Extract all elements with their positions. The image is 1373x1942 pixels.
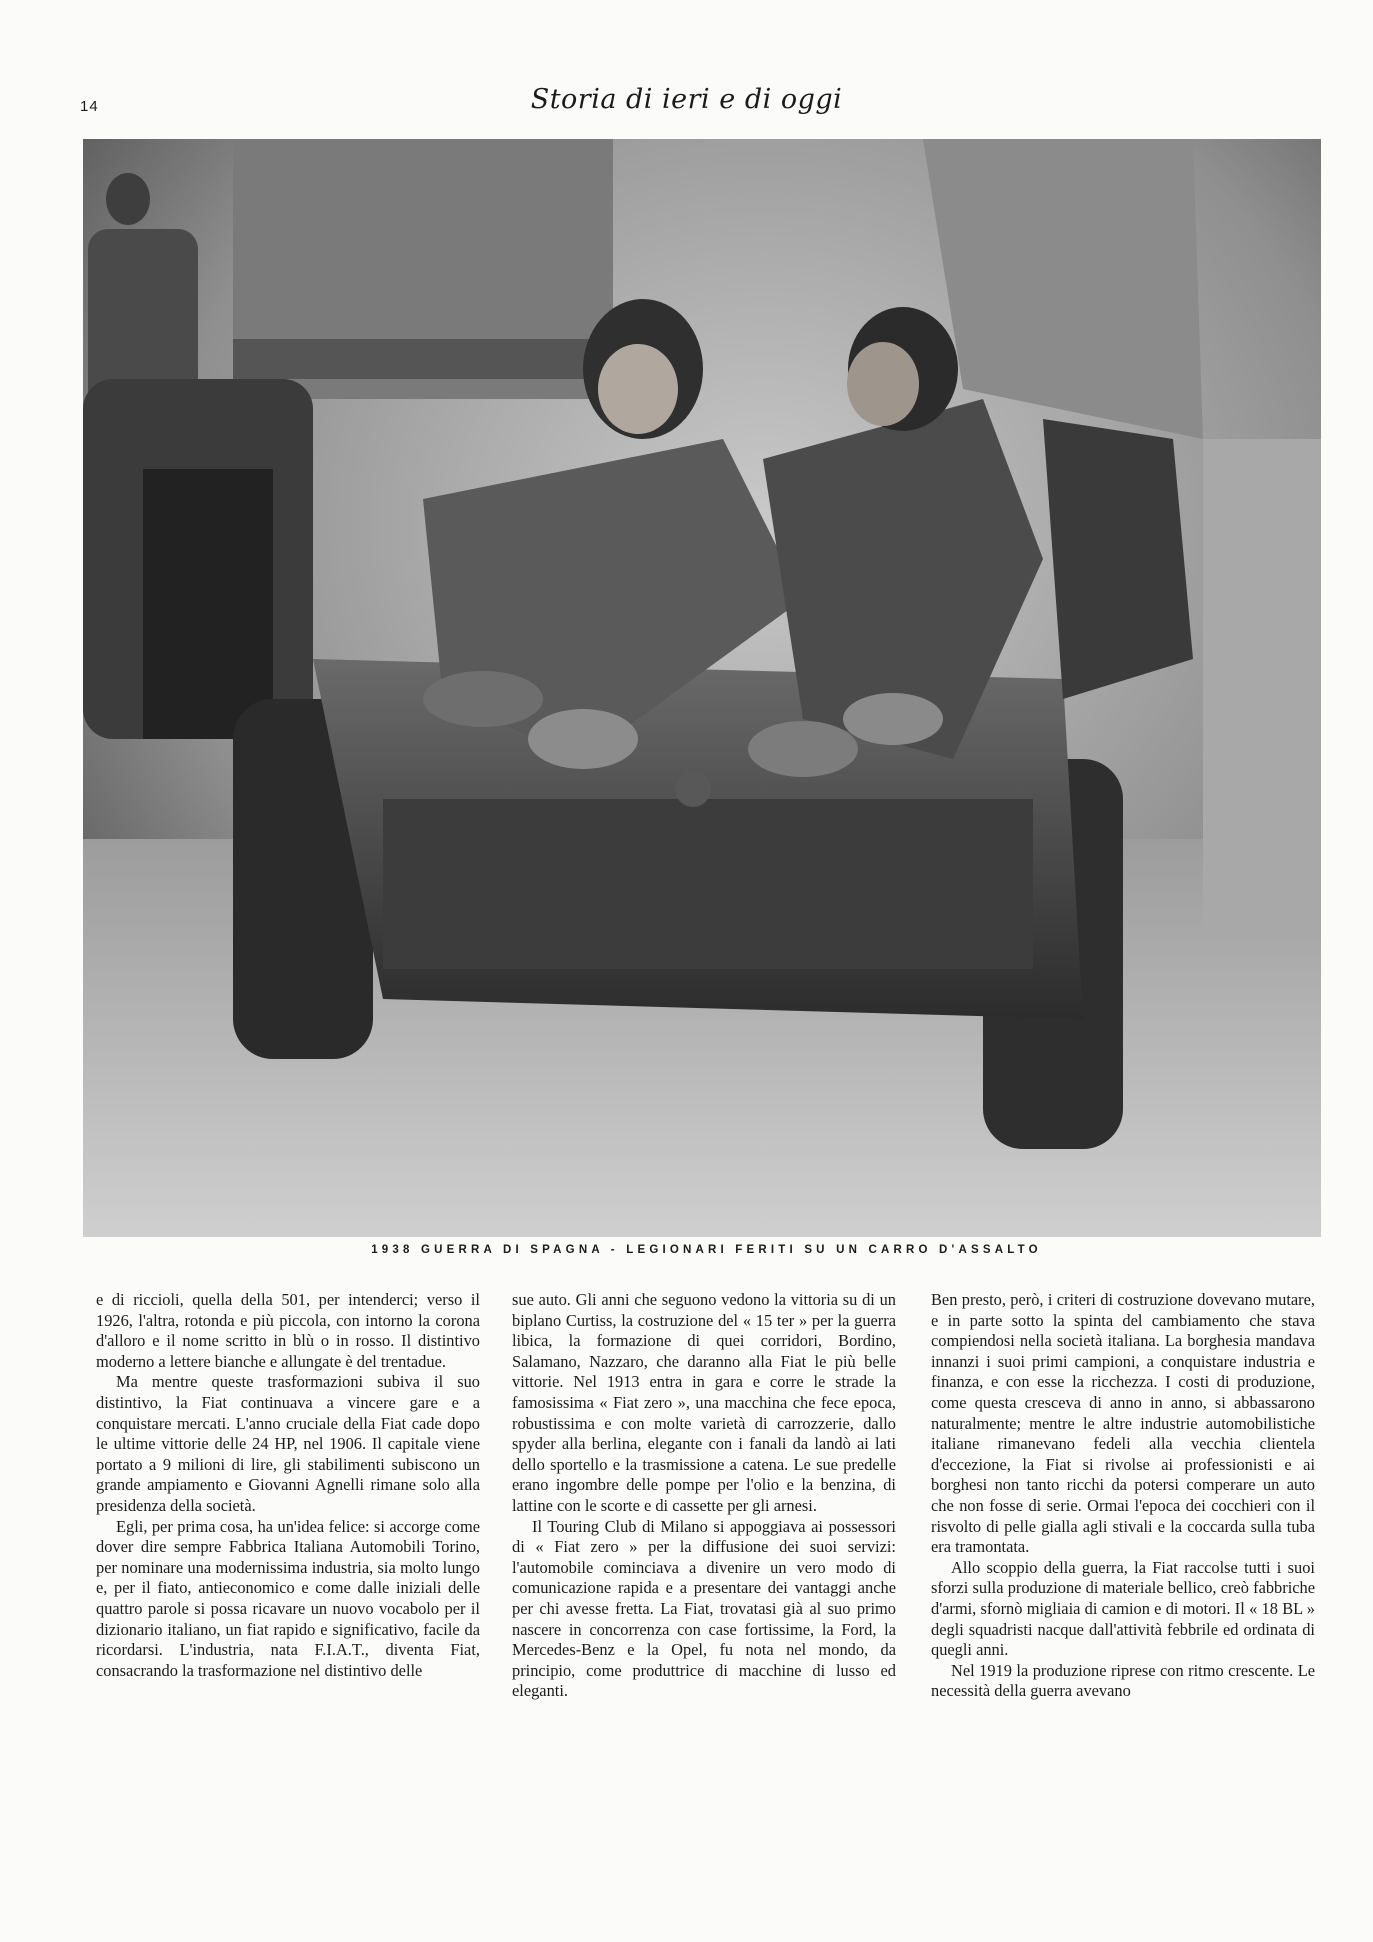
text-column-1 <box>96 1290 480 1681</box>
paragraph: Ma mentre queste trasformazioni subiva il suo distintivo, la Fiat continuava a vincere gare e a conquistare mercati. L'anno cruciale della Fiat cade dopo le ultime vittorie delle 24 HP, nel 1906. Il capitale viene portato a 9 milioni di lire, gli stabilimenti subiscono un grande ampiamento e Giovanni Agnelli rimane solo alla presidenza della società. <box>96 1372 480 1515</box>
text-column-3 <box>931 1290 1315 1702</box>
paragraph: Il Touring Club di Milano si appoggiava ai possessori di « Fiat zero » per la diffusione dei suoi servizi: l'automobile cominciava a divenire un vero modo di comunicazione rapida e a presentare dei vantaggi anche per chi avesse fretta. La Fiat, trovatasi già al suo primo nascere in concorrenza con case fortissime, la Ford, la Mercedes-Benz e la Opel, fu nota nel mondo, da principio, come produttrice di macchine di lusso ed eleganti. <box>512 1516 896 1701</box>
paragraph: Egli, per prima cosa, ha un'idea felice: si accorge come dover dire sempre Fabbrica Italiana Automobili Torino, per nominare una modernissima industria, sia molto lungo e, per il fiato, antieconomico e come dalle iniziali delle quattro parole si possa ricavare un nuovo vocabolo per il dizionario italiano, un fiat rapido e significativo, facile da ricordarsi. L'industria, nata F.I.A.T., diventa Fiat, consacrando la trasformazione nel distintivo delle <box>96 1516 480 1680</box>
paragraph: sue auto. Gli anni che seguono vedono la vittoria su di un biplano Curtiss, la costruzione del « 15 ter » per la guerra libica, la formazione di quei corridori, Bordino, Salamano, Nazzaro, che daranno alla Fiat le più belle vittorie. Nel 1913 entra in gara e corre le strade la famosissima « Fiat zero », una macchina che fece epoca, robustissima e con molte varietà di carrozzerie, dallo spyder alla berlina, elegante con i fanali da landò ai lati dello sportello e la trasmissione a catena. Le sue predelle erano ingombre delle pompe per l'olio e la benzina, di lattine con le scorte e di cassette per gli arnesi. <box>512 1290 896 1515</box>
paragraph: Nel 1919 la produzione riprese con ritmo crescente. Le necessità della guerra avevano <box>931 1660 1315 1701</box>
paragraph: e di riccioli, quella della 501, per intenderci; verso il 1926, l'altra, rotonda e più piccola, con intorno la corona d'alloro e il nome scritto in blù o in rosso. Il distintivo moderno a lettere bianche e allungate è del trentadue. <box>96 1290 480 1371</box>
paragraph: Allo scoppio della guerra, la Fiat raccolse tutti i suoi sforzi sulla produzione di materiale bellico, creò fabbriche d'armi, sfornò migliaia di camion e di motori. Il « 18 BL » degli squadristi nacque dall'attività febbrile ed ordinata di quegli anni. <box>931 1557 1315 1660</box>
text-column-2 <box>512 1290 896 1702</box>
paragraph: Ben presto, però, i criteri di costruzione dovevano mutare, e in parte sotto la spinta del cambiamento che stava compiendosi nella società italiana. La borghesia mandava innanzi i suoi primi campioni, a conquistare industria e finanza, e con esse la ricchezza. I costi di produzione, come questa cresceva di anno in anno, si abbassarono naturalmente; mentre le altre industrie automobilistiche italiane rimanevano fedeli alla vecchia clientela d'eccezione, la Fiat si rivolse ai professionisti e ai borghesi non tanto ricchi da potersi comperare un auto che non fosse di serie. Ormai l'epoca dei cocchieri con il risvolto di pelle gialla agli stivali e la coccarda sulla tuba era tramontata. <box>931 1290 1315 1557</box>
running-header-title: Storia di ieri e di oggi <box>530 84 843 115</box>
article-text <box>96 1290 1326 1850</box>
photo-caption: 1938 GUERRA DI SPAGNA - LEGIONARI FERITI SU UN CARRO D'ASSALTO <box>371 1244 1042 1256</box>
war-photograph <box>83 139 1321 1237</box>
page-number: 14 <box>80 98 99 115</box>
